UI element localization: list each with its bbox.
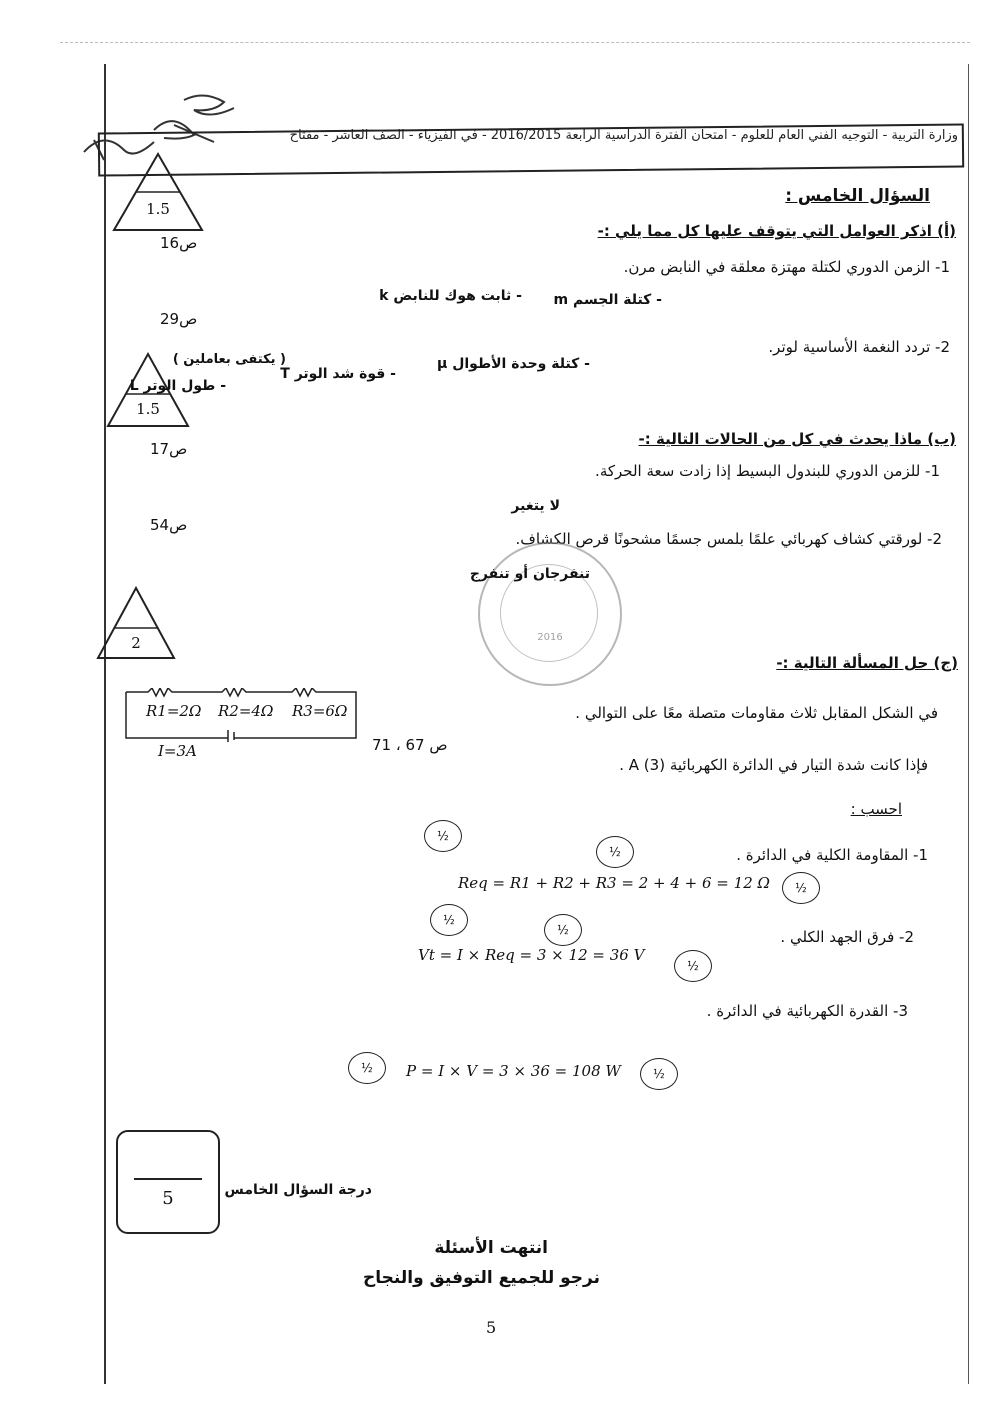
header-text: وزارة التربية - التوجيه الفني العام للعلوم - امتحان الفترة الدراسية الرابعة 2016/2015 - في الفيزياء - الصف العاشر - مفتاح xyxy=(289,128,958,143)
mark-triangle-a xyxy=(110,150,206,234)
part-b-title: (ب) ماذا يحدث في كل من الحالات التالية :- xyxy=(638,430,956,448)
half-mark-bubble: ½ xyxy=(424,820,462,852)
page-ref: ص54 xyxy=(150,516,188,534)
half-mark-bubble: ½ xyxy=(782,872,820,904)
part-a-q2: 2- تردد النغمة الأساسية لوتر. xyxy=(768,338,950,356)
section-title: السؤال الخامس : xyxy=(785,186,930,206)
part-a-q1: 1- الزمن الدوري لكتلة مهتزة معلقة في النابض مرن. xyxy=(623,258,950,276)
part-b-q2: 2- لورقتي كشاف كهربائي علمًا بلمس جسمًا مشحونًا قرص الكشاف. xyxy=(515,530,942,548)
part-a-q2-answer-a: - طول الوتر L xyxy=(129,378,226,394)
score-divider xyxy=(134,1178,202,1180)
part-b-q1: 1- للزمن الدوري للبندول البسيط إذا زادت سعة الحركة. xyxy=(595,462,940,480)
half-mark-bubble: ½ xyxy=(348,1052,386,1084)
circuit-r1: R1=2Ω xyxy=(146,702,202,720)
mark-value: 1.5 xyxy=(136,400,160,418)
part-a-q1-answer-b: - ثابت هوك للنابض k xyxy=(379,288,522,304)
compute-label: احسب : xyxy=(850,800,902,818)
page-ref: ص29 xyxy=(160,310,198,328)
page-ref: ص16 xyxy=(160,234,198,252)
good-luck-message: نرجو للجميع التوفيق والنجاح xyxy=(363,1268,600,1288)
part-c-statement1: في الشكل المقابل ثلاث مقاومات متصلة معًا على التوالي . xyxy=(575,704,938,722)
part-c-statement2: فإذا كانت شدة التيار في الدائرة الكهربائية A (3) . xyxy=(619,756,928,774)
score-label: درجة السؤال الخامس xyxy=(224,1182,372,1198)
part-a-title: (أ) اذكر العوامل التي يتوقف عليها كل مما يلي :- xyxy=(597,222,956,240)
half-mark-bubble: ½ xyxy=(674,950,712,982)
mark-value: 1.5 xyxy=(146,200,170,218)
circuit-r2: R2=4Ω xyxy=(218,702,274,720)
equation-3: P = I × V = 3 × 36 = 108 W xyxy=(406,1062,621,1080)
part-c-q3: 3- القدرة الكهربائية في الدائرة . xyxy=(706,1002,908,1020)
part-b-q2-answer: تنفرجان أو تنفرج xyxy=(469,566,590,582)
part-a-q1-answer-a: - كتلة الجسم m xyxy=(553,292,662,308)
page-ref: ص17 xyxy=(150,440,188,458)
half-mark-bubble: ½ xyxy=(640,1058,678,1090)
page-ref: ص 67 ، 71 xyxy=(372,736,448,754)
part-c-q1: 1- المقاومة الكلية في الدائرة . xyxy=(736,846,928,864)
mark-value: 2 xyxy=(131,634,141,652)
circuit-current: I=3A xyxy=(158,742,197,760)
part-c-title: (ج) حل المسألة التالية :- xyxy=(776,654,958,672)
equation-1: Req = R1 + R2 + R3 = 2 + 4 + 6 = 12 Ω xyxy=(458,874,770,892)
part-c-q2: 2- فرق الجهد الكلي . xyxy=(780,928,914,946)
question-score-box xyxy=(116,1130,220,1234)
mark-triangle-c xyxy=(94,584,178,662)
page-number: 5 xyxy=(486,1318,497,1337)
equation-2: Vt = I × Req = 3 × 12 = 36 V xyxy=(418,946,645,964)
part-a-q2-answer-c: - كتلة وحدة الأطوال μ xyxy=(437,356,590,372)
part-a-q2-note: ( يكتفى بعاملين ) xyxy=(172,352,286,367)
half-mark-bubble: ½ xyxy=(544,914,582,946)
score-value: 5 xyxy=(162,1188,174,1209)
half-mark-bubble: ½ xyxy=(430,904,468,936)
stamp-year: 2016 xyxy=(537,632,563,643)
end-of-questions: انتهت الأسئلة xyxy=(434,1238,548,1258)
part-a-q2-answer-b: - قوة شد الوتر T xyxy=(280,366,396,382)
circuit-r3: R3=6Ω xyxy=(292,702,348,720)
top-dotted-line xyxy=(60,42,970,43)
part-b-q1-answer: لا يتغير xyxy=(511,498,560,514)
official-stamp xyxy=(478,542,622,686)
half-mark-bubble: ½ xyxy=(596,836,634,868)
